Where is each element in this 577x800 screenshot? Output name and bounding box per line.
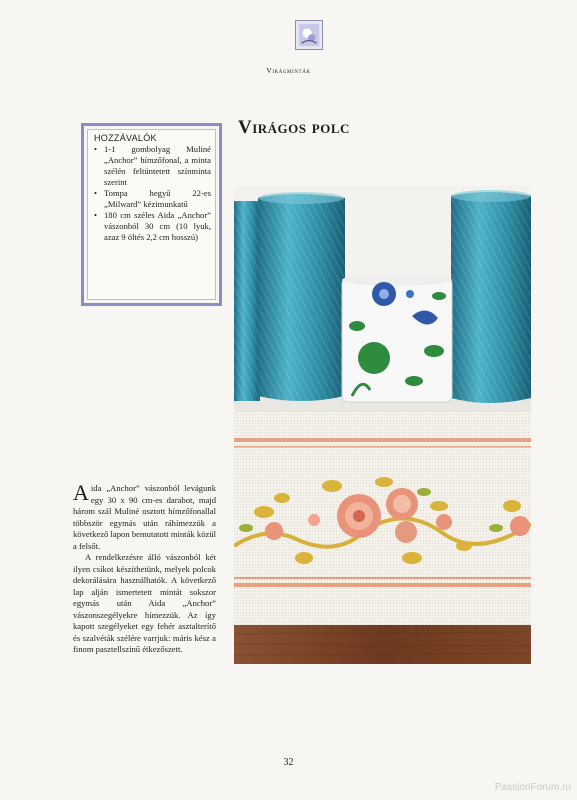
- flower-icon: [295, 20, 323, 50]
- running-head: Virágminták: [266, 66, 311, 75]
- ingredients-title: HOZZÁVALÓK: [94, 133, 157, 143]
- ingredients-box: [81, 123, 222, 306]
- watermark: PassionForum.ru: [494, 782, 571, 793]
- paragraph-2: A rendelkezésre álló vászonból két ilyen csíkot készíthetünk, melyek polcok dekorálására használhatók. A következő lap alján ismertetett mintát sokszor egymás után Aida „Anchor” vászonszegélyekre hímezzük. Az így kapott szegélyeket egy fehér asztalterítő és szalvéták szélére varrjuk: máris kész a finom pasztellszínű étkezőszett.: [73, 552, 216, 654]
- list-item: • 1-1 gombolyag Muliné „Anchor” hímzőfonal, a minta szélén feltüntetett színminta szerint: [93, 144, 211, 188]
- paragraph-1: Aida „Anchor” vászonból levágunk egy 30 x 90 cm-es darabot, majd három szál Muliné osztott hímzőfonallal többször egymás után ráhímezzük a következő lapon bemutatott minták közül a felsőt.: [73, 480, 216, 551]
- ingredients-list: [93, 144, 211, 243]
- article-body: [73, 480, 216, 656]
- drop-cap: A: [73, 480, 89, 505]
- page-number: 32: [283, 757, 294, 768]
- list-item: • Tompa hegyű 22-es „Milward” kézimunkatű: [93, 188, 211, 210]
- article-title: Virágos polc: [238, 117, 350, 138]
- project-photo: [234, 186, 531, 664]
- list-item: • 180 cm széles Aida „Anchor” vászonból 30 cm (10 lyuk, azaz 9 öltés 2,2 cm hosszú): [93, 210, 211, 243]
